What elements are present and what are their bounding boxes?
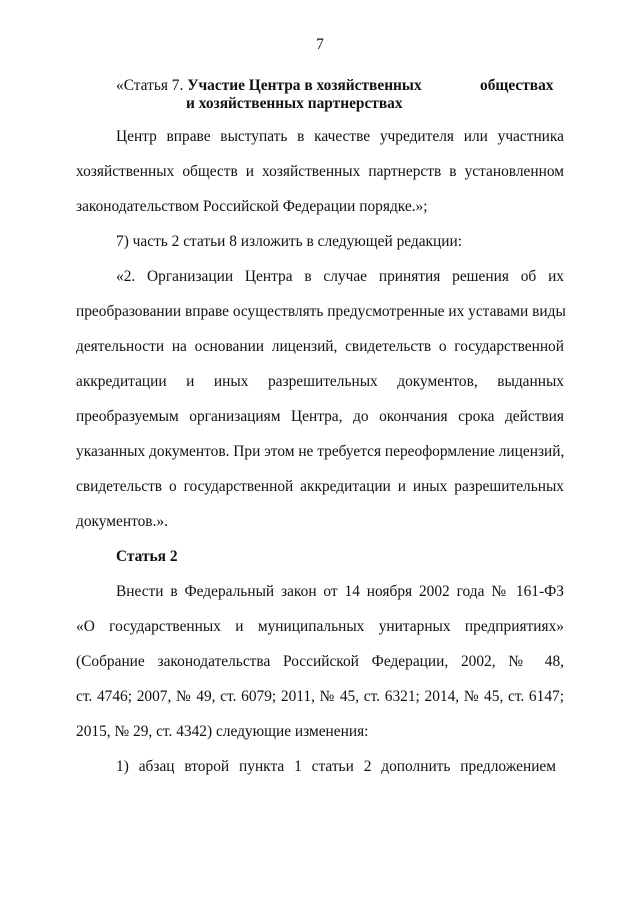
article-7-prefix: «Статья 7. (116, 77, 184, 94)
article-7-title-line2: и хозяйственных партнерствах (186, 95, 403, 112)
paragraph-line: ст. 4746; 2007, № 49, ст. 6079; 2011, № 45, ст. 6321; 2014, № 45, ст. 6147; (76, 688, 564, 705)
paragraph-line: Внести в Федеральный закон от 14 ноября 2002 года № 161-ФЗ (116, 583, 564, 600)
paragraph-line: деятельности на основании лицензий, свидетельств о государственной (76, 338, 564, 355)
paragraph-line: законодательством Российской Федерации порядке.»; (76, 198, 428, 215)
paragraph-line: Центр вправе выступать в качестве учредителя или участника (116, 128, 564, 145)
paragraph-line: свидетельств о государственной аккредитации и иных разрешительных (76, 478, 564, 495)
article-2-heading: Статья 2 (116, 548, 178, 565)
paragraph-line: 2015, № 29, ст. 4342) следующие изменения: (76, 723, 369, 740)
paragraph-line: «2. Организации Центра в случае принятия решения об их (116, 268, 564, 285)
paragraph-line: указанных документов. При этом не требуется переоформление лицензий, (76, 443, 565, 460)
paragraph-line: 7) часть 2 статьи 8 изложить в следующей редакции: (116, 233, 463, 250)
paragraph-line: хозяйственных обществ и хозяйственных партнерств в установленном (76, 163, 564, 180)
article-7-title-line1: Участие Центра в хозяйственных (187, 77, 422, 94)
paragraph-line: преобразовании вправе осуществлять предусмотренные их уставами виды (76, 303, 566, 320)
article-7-title-line1-tail: обществах (480, 77, 554, 94)
paragraph-line: (Собрание законодательства Российской Федерации, 2002, № 48, (76, 653, 564, 670)
page-number: 7 (316, 36, 324, 53)
article-7-heading (116, 76, 422, 96)
paragraph-line: документов.». (76, 513, 168, 530)
paragraph-line: аккредитации и иных разрешительных документов, выданных (76, 373, 564, 390)
paragraph-line: «О государственных и муниципальных унитарных предприятиях» (76, 618, 564, 635)
paragraph-line: преобразуемым организациям Центра, до окончания срока действия (76, 408, 564, 425)
paragraph-line: 1) абзац второй пункта 1 статьи 2 дополнить предложением (116, 758, 556, 775)
